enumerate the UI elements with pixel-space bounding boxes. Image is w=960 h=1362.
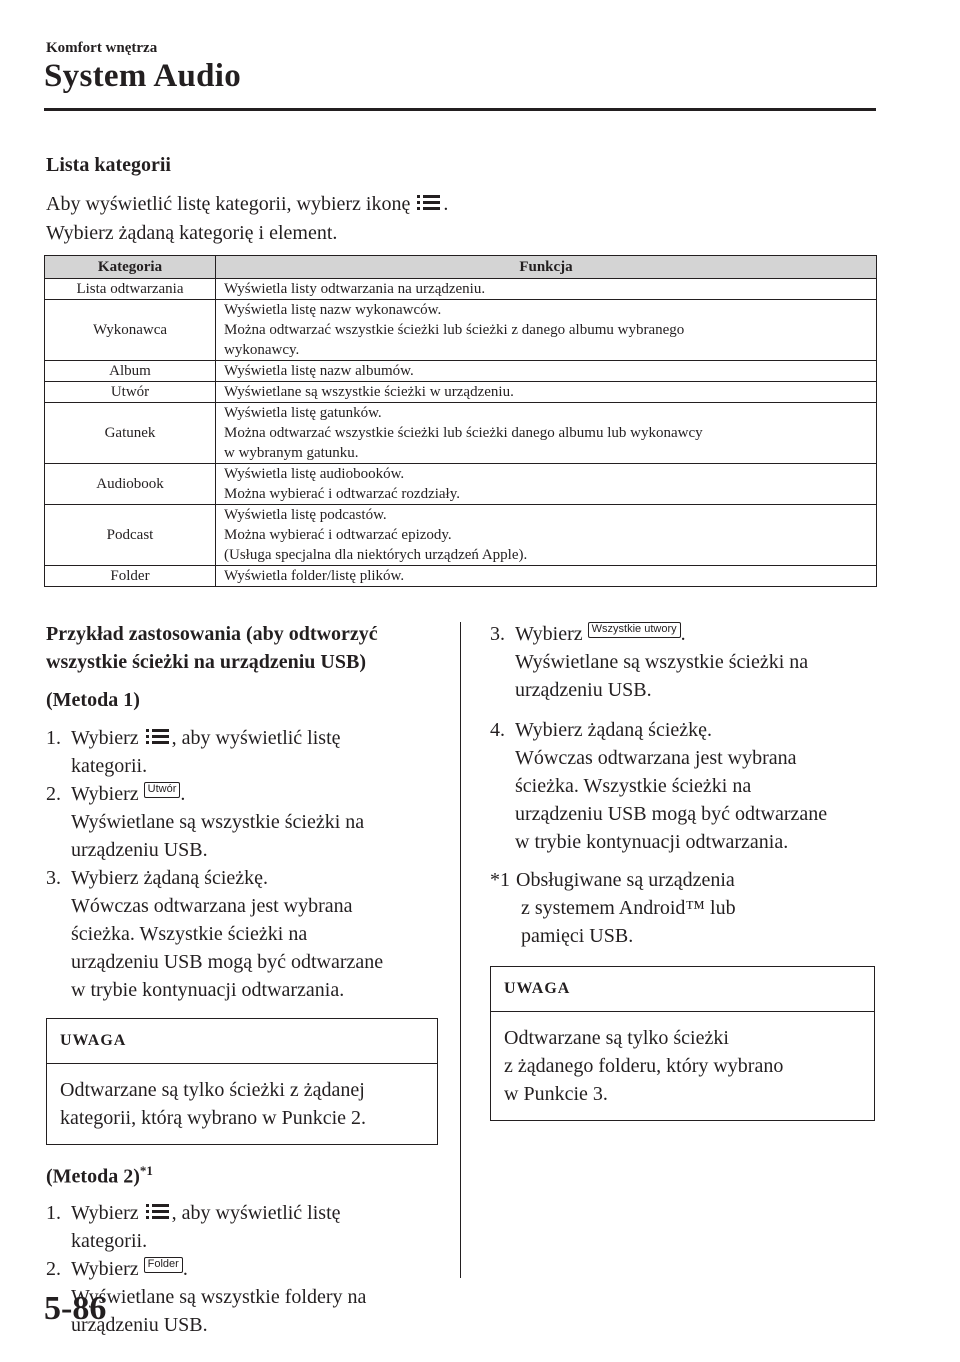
- category-cell: Album: [45, 361, 216, 382]
- note-body: [47, 1064, 437, 1144]
- example-heading-line-2: wszystkie ścieżki na urządzeniu USB): [46, 651, 366, 673]
- note-text: z żądanego folderu, który wybrano: [504, 1055, 784, 1077]
- note-text: Odtwarzane są tylko ścieżki z żądanej: [60, 1079, 365, 1101]
- function-line: wykonawcy.: [224, 342, 300, 358]
- note-box-method-1: [46, 1018, 438, 1145]
- table-row: [45, 505, 877, 566]
- step-text: Wówczas odtwarzana jest wybrana: [71, 895, 353, 917]
- category-cell: Gatunek: [45, 403, 216, 464]
- step-text: ścieżka. Wszystkie ścieżki na: [515, 775, 752, 797]
- step-text: urządzeniu USB.: [71, 1313, 208, 1336]
- step-number: 4.: [490, 719, 505, 741]
- table-row: [45, 300, 877, 361]
- step-text: Wybierz: [71, 1201, 139, 1224]
- intro-line-2: Wybierz żądaną kategorię i element.: [46, 222, 338, 244]
- step-text: urządzeniu USB mogą być odtwarzane: [515, 803, 828, 825]
- category-cell: Podcast: [45, 505, 216, 566]
- function-line: (Usługa specjalna dla niektórych urządzeń Apple).: [224, 547, 528, 563]
- step-text: w trybie kontynuacji odtwarzania.: [515, 831, 789, 853]
- step-text: Wówczas odtwarzana jest wybrana: [515, 747, 797, 769]
- table-row: [45, 279, 877, 300]
- wszystkie-utwory-button[interactable]: Wszystkie utwory: [588, 622, 681, 638]
- folder-button[interactable]: Folder: [144, 1257, 183, 1273]
- step-text: .: [182, 1257, 188, 1280]
- function-line: Można odtwarzać wszystkie ścieżki lub ścieżki z danego albumu wybranego: [224, 322, 685, 338]
- list-icon: [417, 193, 441, 213]
- left-column: [46, 620, 438, 1339]
- intro-line-1: [46, 193, 448, 216]
- note-body: [491, 1012, 874, 1120]
- method-2-label: (Metoda 2): [46, 1165, 140, 1188]
- footnote-text: z systemem Android™ lub: [521, 897, 736, 919]
- method-2-heading: [46, 1157, 438, 1191]
- step-text: Wyświetlane są wszystkie foldery na: [71, 1285, 367, 1308]
- footnote-text: Obsługiwane są urządzenia: [516, 869, 735, 891]
- function-line: Wyświetla listy odtwarzania na urządzeniu.: [224, 281, 486, 297]
- right-column: [490, 620, 880, 1121]
- category-cell: Lista odtwarzania: [45, 279, 216, 300]
- function-line: Można odtwarzać wszystkie ścieżki lub ścieżki danego albumu lub wykonawcy: [224, 425, 703, 441]
- example-heading-line-1: Przykład zastosowania (aby odtworzyć: [46, 623, 378, 645]
- function-line: Wyświetla listę nazw albumów.: [224, 363, 414, 379]
- category-table: [44, 255, 877, 587]
- list-icon: [146, 727, 170, 747]
- step-text: Wybierz: [71, 783, 139, 805]
- step-number: 3.: [46, 867, 61, 889]
- step-text: Wybierz: [71, 1257, 139, 1280]
- list-icon: [146, 1202, 170, 1222]
- note-title: UWAGA: [47, 1019, 437, 1064]
- function-cell: [216, 505, 877, 566]
- function-cell: [216, 382, 877, 403]
- page-title: System Audio: [44, 58, 242, 94]
- step-number: 3.: [490, 623, 505, 645]
- step-text: , aby wyświetlić listę: [171, 1201, 341, 1224]
- note-text: w Punkcie 3.: [504, 1083, 608, 1105]
- category-cell: Wykonawca: [45, 300, 216, 361]
- column-divider: [460, 622, 461, 1278]
- method-2-step-3: [490, 620, 880, 704]
- footnote-text: pamięci USB.: [521, 925, 634, 947]
- step-text: kategorii.: [71, 755, 148, 777]
- function-line: Można wybierać i odtwarzać epizody.: [224, 527, 452, 543]
- step-number: 2.: [46, 783, 61, 805]
- page-number: 5-86: [44, 1290, 107, 1327]
- note-text: kategorii, którą wybrano w Punkcie 2.: [60, 1107, 367, 1129]
- function-line: Wyświetla listę gatunków.: [224, 405, 382, 421]
- table-row: [45, 566, 877, 587]
- function-cell: [216, 566, 877, 587]
- step-text: .: [680, 623, 686, 645]
- step-number: 1.: [46, 727, 61, 749]
- step-text: Wybierz: [71, 727, 139, 749]
- step-number: 1.: [46, 1201, 61, 1224]
- step-text: urządzeniu USB.: [71, 839, 208, 861]
- title-rule: [44, 108, 876, 111]
- utwor-button[interactable]: Utwór: [144, 782, 181, 798]
- function-line: Wyświetlane są wszystkie ścieżki w urządzeniu.: [224, 384, 514, 400]
- intro-text-a: Aby wyświetlić listę kategorii, wybierz ikonę: [46, 193, 411, 215]
- step-text: urządzeniu USB.: [515, 679, 652, 701]
- table-row: [45, 464, 877, 505]
- function-line: Można wybierać i odtwarzać rozdziały.: [224, 486, 460, 502]
- function-line: Wyświetla folder/listę plików.: [224, 568, 405, 584]
- note-text: Odtwarzane są tylko ścieżki: [504, 1027, 729, 1049]
- intro-text-b: .: [443, 193, 449, 215]
- method-2-step-1: [46, 1199, 438, 1255]
- function-line: Wyświetla listę nazw wykonawców.: [224, 302, 442, 318]
- function-cell: [216, 361, 877, 382]
- category-cell: Audiobook: [45, 464, 216, 505]
- function-line: Wyświetla listę audiobooków.: [224, 466, 405, 482]
- method-1-step-3: [46, 864, 438, 1004]
- step-text: ścieżka. Wszystkie ścieżki na: [71, 923, 308, 945]
- table-row: [45, 403, 877, 464]
- step-text: Wyświetlane są wszystkie ścieżki na: [515, 651, 809, 673]
- footnote: [490, 866, 880, 950]
- step-number: 2.: [46, 1257, 61, 1280]
- example-heading: [46, 620, 438, 676]
- step-text: kategorii.: [71, 1229, 148, 1252]
- step-text: w trybie kontynuacji odtwarzania.: [71, 979, 345, 1001]
- category-cell: Utwór: [45, 382, 216, 403]
- step-text: , aby wyświetlić listę: [171, 727, 341, 749]
- footnote-marker: *1: [139, 1163, 153, 1178]
- step-text: Wybierz żądaną ścieżkę.: [71, 867, 269, 889]
- column-header-function: Funkcja: [216, 256, 877, 279]
- category-list-heading: Lista kategorii: [46, 154, 171, 176]
- step-text: Wyświetlane są wszystkie ścieżki na: [71, 811, 365, 833]
- step-text: Wybierz żądaną ścieżkę.: [515, 719, 713, 741]
- column-header-category: Kategoria: [45, 256, 216, 279]
- note-title: UWAGA: [491, 967, 874, 1012]
- method-2-step-4: [490, 716, 880, 856]
- note-box-method-2: [490, 966, 875, 1121]
- step-text: Wybierz: [515, 623, 583, 645]
- function-line: w wybranym gatunku.: [224, 445, 359, 461]
- function-cell: [216, 300, 877, 361]
- category-cell: Folder: [45, 566, 216, 587]
- table-row: [45, 382, 877, 403]
- step-text: .: [180, 783, 186, 805]
- table-row: [45, 361, 877, 382]
- function-line: Wyświetla listę podcastów.: [224, 507, 387, 523]
- function-cell: [216, 279, 877, 300]
- function-cell: [216, 403, 877, 464]
- footnote-marker: *1: [490, 869, 510, 891]
- method-1-heading: (Metoda 1): [46, 689, 140, 711]
- step-text: urządzeniu USB mogą być odtwarzane: [71, 951, 384, 973]
- section-kicker: Komfort wnętrza: [46, 40, 158, 56]
- method-1-step-1: [46, 724, 438, 780]
- table-header-row: [45, 256, 877, 279]
- method-1-step-2: [46, 780, 438, 864]
- category-table-body: [45, 279, 877, 587]
- function-cell: [216, 464, 877, 505]
